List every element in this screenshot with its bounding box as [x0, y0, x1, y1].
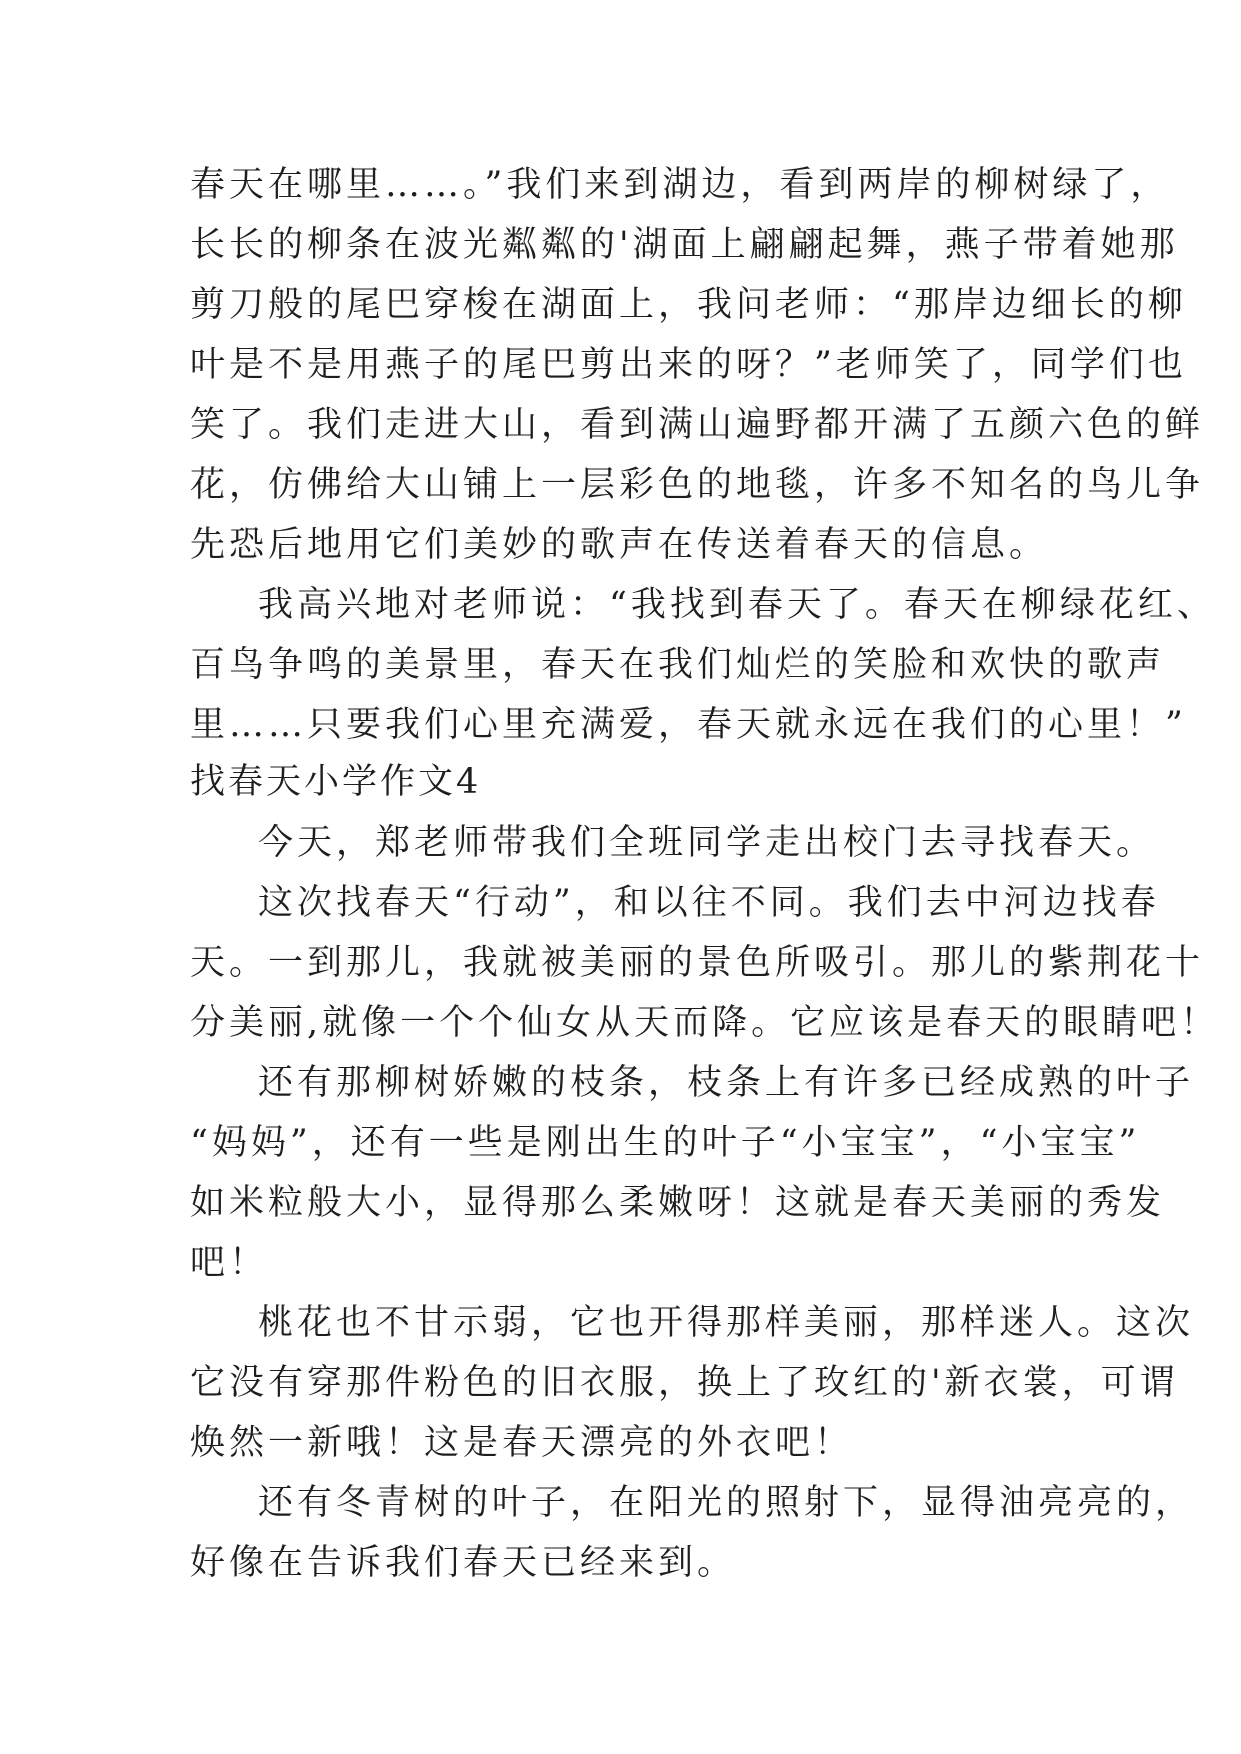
heading-text: 找春天小学作文4 — [190, 762, 482, 802]
line-text: 还有那柳树娇嫩的枝条，枝条上有许多已经成熟的叶子 — [258, 1063, 1195, 1103]
line-text: “妈妈”，还有一些是刚出生的叶子“小宝宝”，“小宝宝” — [190, 1123, 1141, 1163]
line-text: 吧！ — [190, 1243, 269, 1283]
line-text: 今天，郑老师带我们全班同学走出校门去寻找春天。 — [258, 823, 1156, 863]
text-line — [0, 395, 1241, 455]
line-text: 长长的柳条在波光粼粼的'湖面上翩翩起舞，燕子带着她那 — [190, 225, 1179, 265]
text-line — [0, 515, 1241, 575]
paragraph-first-line — [0, 575, 1241, 635]
text-line — [0, 455, 1241, 515]
line-text: 笑了。我们走进大山，看到满山遍野都开满了五颜六色的鲜 — [190, 405, 1205, 445]
text-line — [0, 993, 1241, 1053]
text-line — [0, 1413, 1241, 1473]
text-line — [0, 1173, 1241, 1233]
section-heading — [0, 752, 1241, 812]
line-text: 天。一到那儿，我就被美丽的景色所吸引。那儿的紫荆花十 — [190, 943, 1205, 983]
text-line — [0, 1353, 1241, 1413]
text-line — [0, 335, 1241, 395]
line-text: 里……只要我们心里充满爱，春天就永远在我们的心里！” — [190, 705, 1187, 745]
paragraph-first-line — [0, 1473, 1241, 1533]
line-text: 剪刀般的尾巴穿梭在湖面上，我问老师：“那岸边细长的柳 — [190, 285, 1187, 325]
text-line — [0, 635, 1241, 695]
text-line — [0, 695, 1241, 755]
text-line — [0, 215, 1241, 275]
paragraph-first-line — [0, 813, 1241, 873]
line-text: 春天在哪里……。”我们来到湖边，看到两岸的柳树绿了， — [190, 165, 1170, 205]
text-line — [0, 1233, 1241, 1293]
text-line — [0, 1113, 1241, 1173]
text-line — [0, 1533, 1241, 1593]
line-text: 花，仿佛给大山铺上一层彩色的地毯，许多不知名的鸟儿争 — [190, 465, 1205, 505]
line-text: 叶是不是用燕子的尾巴剪出来的呀？”老师笑了，同学们也 — [190, 345, 1187, 385]
text-line — [0, 155, 1241, 215]
paragraph-first-line — [0, 873, 1241, 933]
line-text: 先恐后地用它们美妙的歌声在传送着春天的信息。 — [190, 525, 1049, 565]
line-text: 焕然一新哦！这是春天漂亮的外衣吧！ — [190, 1423, 854, 1463]
paragraph-first-line — [0, 1293, 1241, 1353]
line-text: 还有冬青树的叶子，在阳光的照射下，显得油亮亮的， — [258, 1483, 1195, 1523]
line-text: 我高兴地对老师说：“我找到春天了。春天在柳绿花红、 — [258, 585, 1216, 625]
text-line — [0, 275, 1241, 335]
line-text: 这次找春天“行动”，和以往不同。我们去中河边找春 — [258, 883, 1160, 923]
line-text: 如米粒般大小，显得那么柔嫩呀！这就是春天美丽的秀发 — [190, 1183, 1166, 1223]
line-text: 它没有穿那件粉色的旧衣服，换上了玫红的'新衣裳，可谓 — [190, 1363, 1179, 1403]
line-text: 好像在告诉我们春天已经来到。 — [190, 1543, 737, 1583]
text-line — [0, 933, 1241, 993]
line-text: 分美丽,就像一个个仙女从天而降。它应该是春天的眼睛吧！ — [190, 1003, 1220, 1043]
line-text: 桃花也不甘示弱，它也开得那样美丽，那样迷人。这次 — [258, 1303, 1195, 1343]
paragraph-first-line — [0, 1053, 1241, 1113]
line-text: 百鸟争鸣的美景里，春天在我们灿烂的笑脸和欢快的歌声 — [190, 645, 1166, 685]
